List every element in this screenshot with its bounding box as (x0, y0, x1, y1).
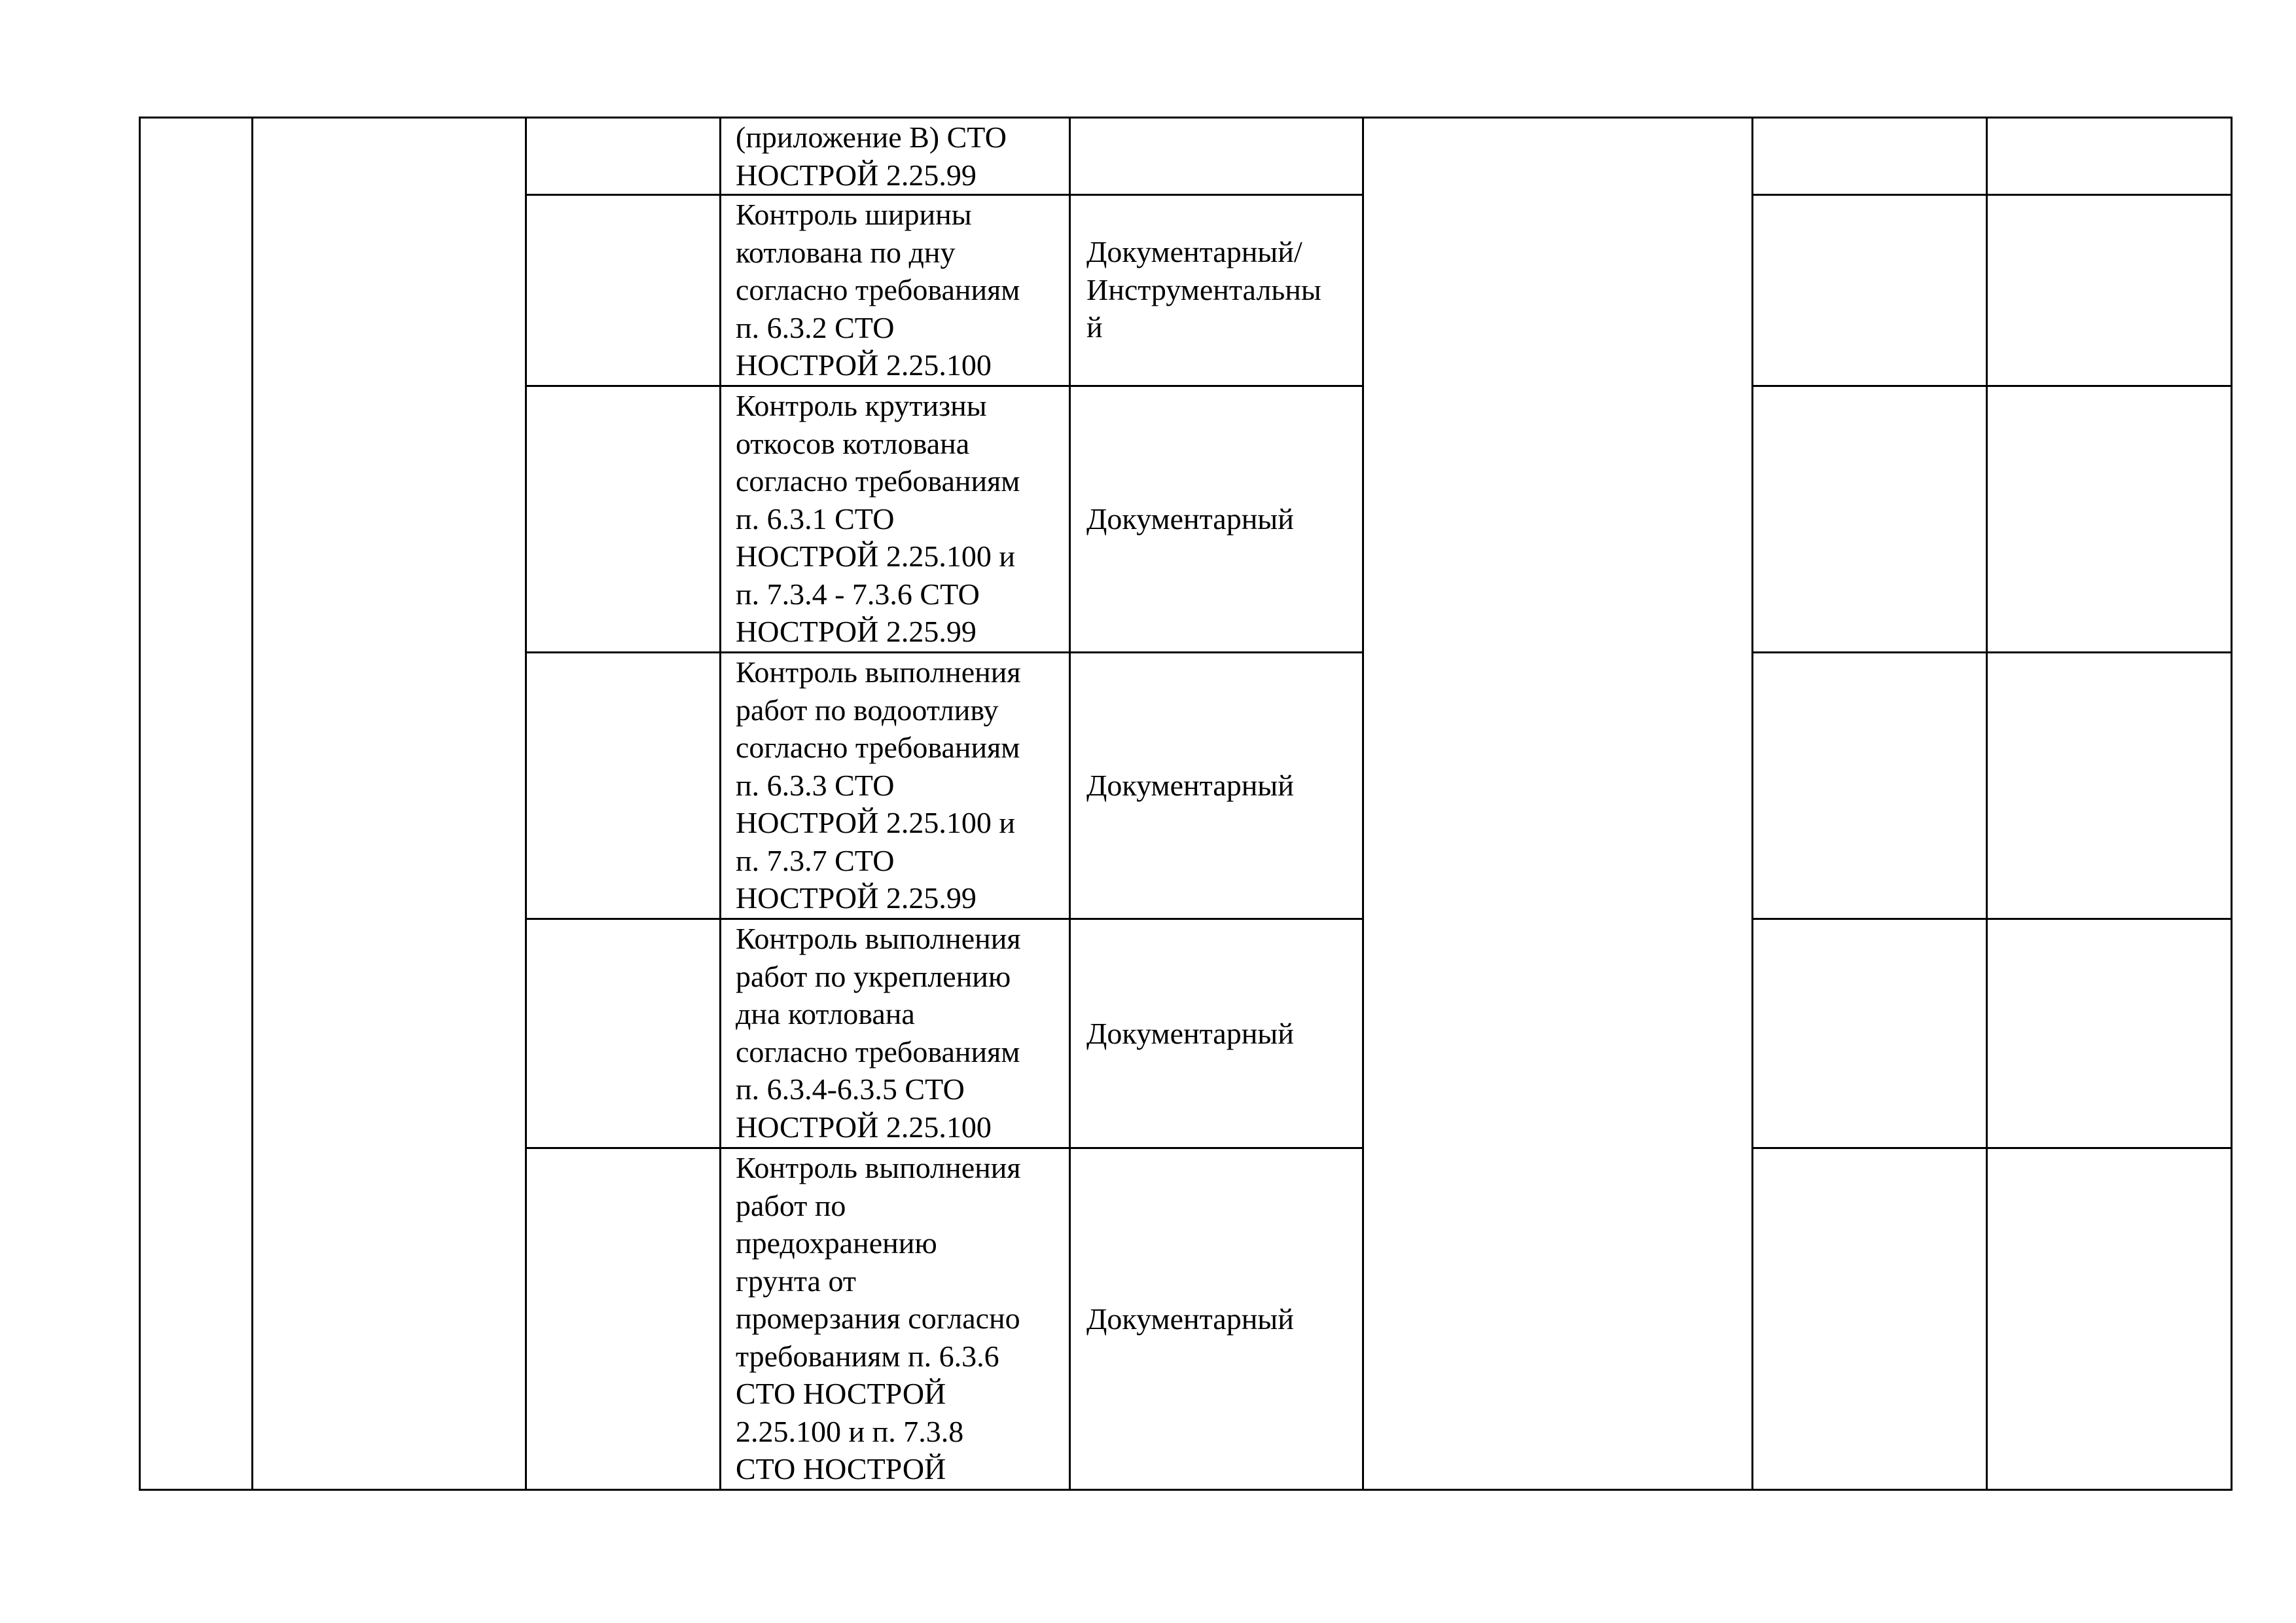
control-method-cell: Документарный (1070, 1148, 1363, 1490)
result-cell (1753, 653, 1987, 919)
item-cell (526, 653, 721, 919)
control-method-cell (1070, 118, 1363, 195)
item-cell (526, 1148, 721, 1490)
item-cell (526, 919, 721, 1148)
control-name-cell: Контроль ширины котлована по дну согласно требованиям п. 6.3.2 СТО НОСТРОЙ 2.25.100 (721, 195, 1070, 386)
note-cell (1987, 195, 2232, 386)
item-cell (526, 118, 721, 195)
control-name-cell: Контроль крутизны откосов котлована согласно требованиям п. 6.3.1 СТО НОСТРОЙ 2.25.100 и п. 7.3.4 - 7.3.6 СТО НОСТРОЙ 2.25.99 (721, 386, 1070, 653)
note-cell (1987, 386, 2232, 653)
control-method-cell: Документарный (1070, 386, 1363, 653)
control-method-cell: Документарный (1070, 919, 1363, 1148)
result-cell (1753, 386, 1987, 653)
item-cell (526, 386, 721, 653)
control-name-cell: Контроль выполнения работ по водоотливу согласно требованиям п. 6.3.3 СТО НОСТРОЙ 2.25.100 и п. 7.3.7 СТО НОСТРОЙ 2.25.99 (721, 653, 1070, 919)
result-cell (1753, 1148, 1987, 1490)
control-method-cell: Документарный/ Инструментальны й (1070, 195, 1363, 386)
result-cell (1753, 919, 1987, 1148)
note-cell (1987, 653, 2232, 919)
control-method-cell: Документарный (1070, 653, 1363, 919)
control-name-cell: (приложение В) СТО НОСТРОЙ 2.25.99 (721, 118, 1070, 195)
index-cell (140, 118, 253, 1490)
control-name-cell: Контроль выполнения работ по укреплению дна котлована согласно требованиям п. 6.3.4-6.3.5 СТО НОСТРОЙ 2.25.100 (721, 919, 1070, 1148)
note-cell (1987, 919, 2232, 1148)
result-cell (1753, 195, 1987, 386)
control-table (139, 117, 2233, 1491)
stage-cell (253, 118, 526, 1490)
result-cell (1753, 118, 1987, 195)
control-name-cell: Контроль выполнения работ по предохранению грунта от промерзания согласно требованиям п. 6.3.6 СТО НОСТРОЙ 2.25.100 и п. 7.3.8 СТО НОСТРОЙ (721, 1148, 1070, 1490)
item-cell (526, 195, 721, 386)
note-cell (1987, 118, 2232, 195)
note-cell (1987, 1148, 2232, 1490)
table-row (140, 118, 2232, 195)
responsible-cell (1363, 118, 1753, 1490)
